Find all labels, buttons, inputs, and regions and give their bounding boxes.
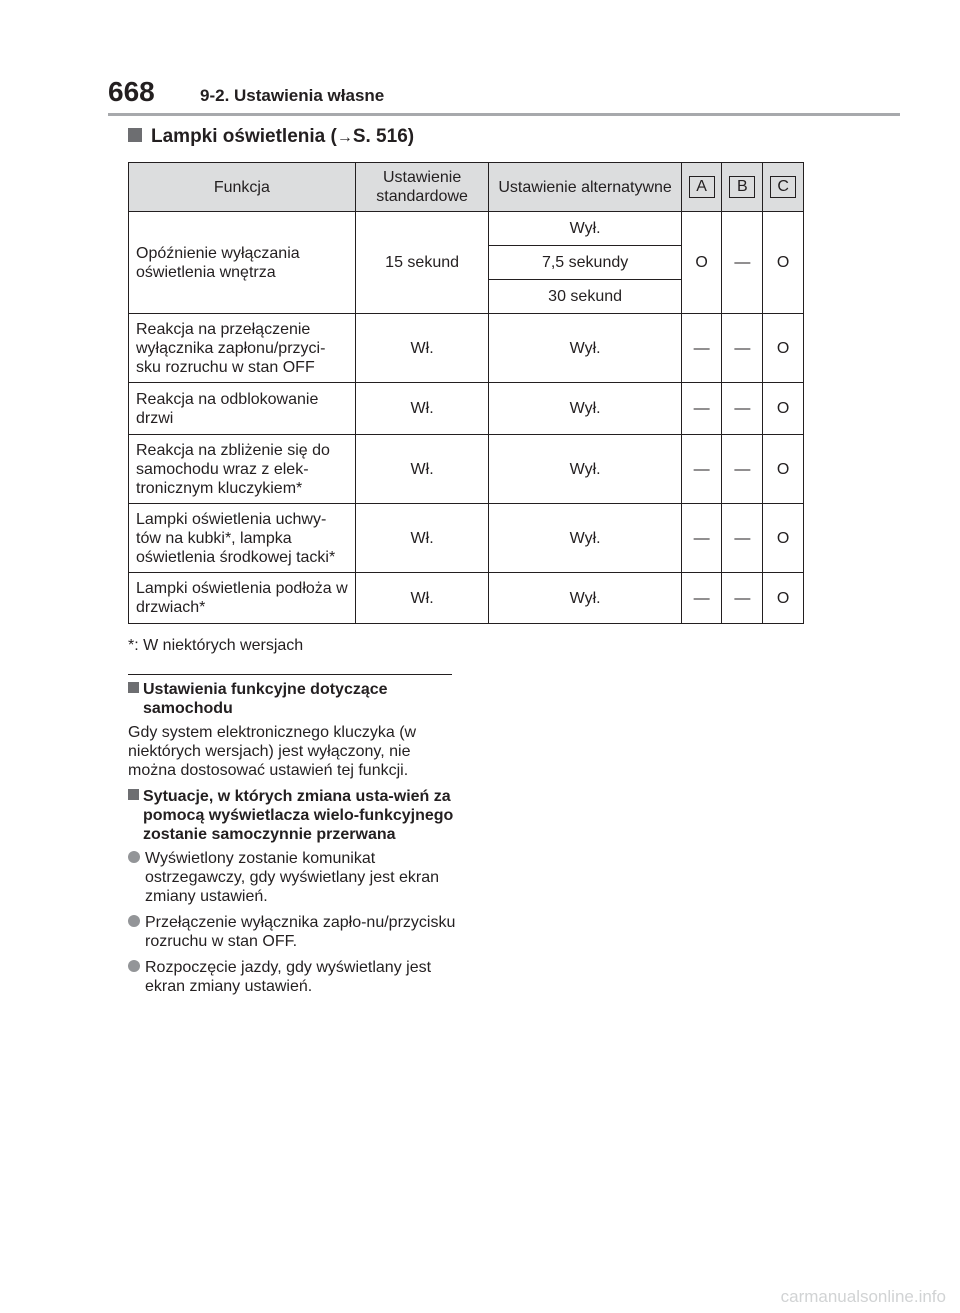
letter-a-icon: A: [689, 176, 715, 198]
page-header: [0, 0, 960, 120]
table-row: [129, 435, 804, 504]
note-body: Gdy system elektronicznego kluczyka (w niektórych wersjach) jest wyłączony, nie można dostosować ustawień tej funkcji.: [128, 724, 417, 779]
notes-divider: [128, 674, 452, 675]
cell-function: Lampki oświetlenia uchwy-tów na kubki*, lampka oświetlenia środkowej tacki*: [129, 504, 356, 573]
circle-bullet-icon: [128, 915, 140, 927]
header-a: [681, 163, 722, 212]
cell-b: —: [722, 573, 763, 624]
header-function: Funkcja: [129, 163, 356, 212]
letter-c-icon: C: [770, 176, 796, 198]
header-alternative: Ustawienie alternatywne: [489, 163, 681, 212]
cell-function: Reakcja na odblokowanie drzwi: [129, 383, 356, 435]
cell-alternative: Wył.: [489, 435, 681, 504]
cell-a: —: [681, 504, 722, 573]
square-bullet-icon: [128, 789, 139, 800]
section-title: [128, 126, 414, 148]
square-bullet-icon: [128, 128, 142, 142]
cell-alternative: Wył.: [489, 212, 681, 246]
cell-standard: Wł.: [355, 314, 489, 383]
cell-b: —: [722, 435, 763, 504]
table-row: [129, 212, 804, 246]
cell-function: Reakcja na przełączenie wyłącznika zapłonu/przyci-sku rozruchu w stan OFF: [129, 314, 356, 383]
note-heading: [128, 787, 458, 844]
header-c: [763, 163, 804, 212]
cell-alternative: 30 sekund: [489, 280, 681, 314]
table-row: [129, 504, 804, 573]
cell-b: —: [722, 383, 763, 435]
cell-c: O: [763, 383, 804, 435]
chapter-title: 9-2. Ustawienia własne: [200, 86, 385, 105]
list-item-text: Wyświetlony zostanie komunikat ostrzegawczy, gdy wyświetlany jest ekran zmiany ustawień.: [145, 850, 440, 905]
cell-standard: Wł.: [355, 383, 489, 435]
table-footnote: *: W niektórych wersjach: [128, 637, 304, 654]
cell-standard: Wł.: [355, 504, 489, 573]
square-bullet-icon: [128, 682, 139, 693]
cell-c: O: [763, 212, 804, 314]
cell-standard: Wł.: [355, 435, 489, 504]
list-item-text: Rozpoczęcie jazdy, gdy wyświetlany jest ekran zmiany ustawień.: [145, 959, 432, 995]
arrow-right-icon: →: [336, 129, 353, 146]
cell-function: Lampki oświetlenia podłoża w drzwiach*: [129, 573, 356, 624]
cell-function: Reakcja na zbliżenie się do samochodu wraz z elek-tronicznym kluczykiem*: [129, 435, 356, 504]
cell-b: —: [722, 212, 763, 314]
cell-a: —: [681, 383, 722, 435]
cell-alternative: Wył.: [489, 314, 681, 383]
cell-alternative: 7,5 sekundy: [489, 246, 681, 280]
cell-c: O: [763, 435, 804, 504]
cell-alternative: Wył.: [489, 504, 681, 573]
list-item-text: Przełączenie wyłącznika zapło-nu/przycisku rozruchu w stan OFF.: [145, 914, 456, 950]
note-heading-text: Sytuacje, w których zmiana usta-wień za pomocą wyświetlacza wielo-funkcyjnego zostanie samoczynnie przerwana: [143, 788, 454, 843]
header-divider: [108, 113, 900, 116]
circle-bullet-icon: [128, 960, 140, 972]
table-row: [129, 383, 804, 435]
notes-section: [128, 680, 458, 1003]
cell-function: Opóźnienie wyłączania oświetlenia wnętrza: [129, 212, 356, 314]
settings-table: [128, 162, 804, 624]
cell-a: —: [681, 573, 722, 624]
watermark: carmanualsonline.info: [780, 1287, 946, 1306]
letter-b-icon: B: [729, 176, 755, 198]
cell-alternative: Wył.: [489, 573, 681, 624]
cell-standard: Wł.: [355, 573, 489, 624]
cell-c: O: [763, 504, 804, 573]
cell-a: —: [681, 435, 722, 504]
cell-a: —: [681, 314, 722, 383]
table-row: [129, 314, 804, 383]
cell-standard: 15 sekund: [355, 212, 489, 314]
cell-b: —: [722, 314, 763, 383]
list-item: [128, 849, 458, 906]
header-b: [722, 163, 763, 212]
cell-b: —: [722, 504, 763, 573]
circle-bullet-icon: [128, 851, 140, 863]
section-page-ref[interactable]: S. 516): [352, 126, 415, 147]
cell-c: O: [763, 314, 804, 383]
list-item: [128, 913, 458, 951]
list-item: [128, 958, 458, 996]
note-heading: [128, 680, 458, 718]
header-standard: Ustawienie standardowe: [355, 163, 489, 212]
cell-alternative: Wył.: [489, 383, 681, 435]
page-number: 668: [108, 76, 155, 107]
note-heading-text: Ustawienia funkcyjne dotyczące samochodu: [143, 681, 388, 717]
section-title-text: Lampki oświetlenia (: [151, 126, 337, 147]
table-row: [129, 573, 804, 624]
cell-c: O: [763, 573, 804, 624]
table-header-row: [129, 163, 804, 212]
cell-a: O: [681, 212, 722, 314]
